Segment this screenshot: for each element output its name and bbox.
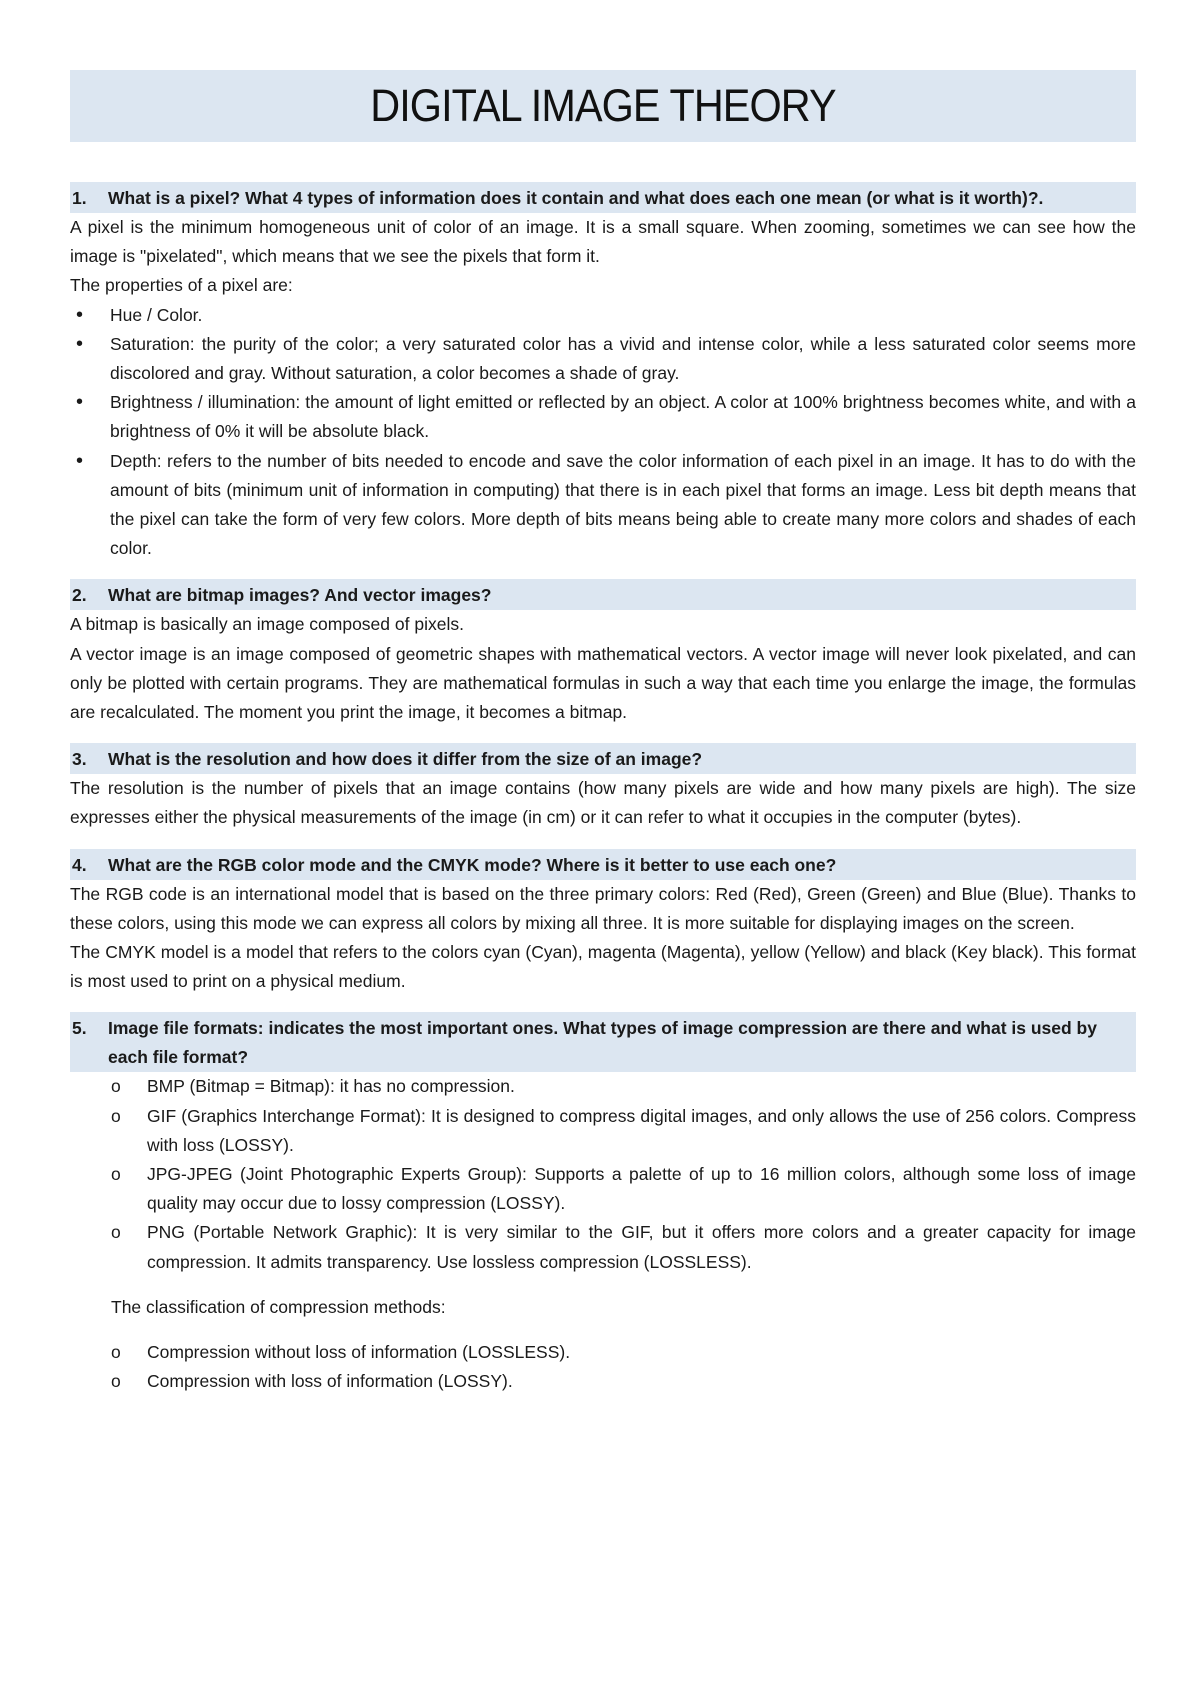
list-item <box>70 388 1136 446</box>
list-item <box>70 1367 1136 1396</box>
list-item-text: Depth: refers to the number of bits needed to encode and save the color information of each pixel in an image. It has to do with the amount of bits (minimum unit of information in computing) that there is in each pixel that forms an image. Less bit depth means that the pixel can take the form of very few colors. More depth of bits means being able to create many more colors and shades of each color. <box>110 450 1136 559</box>
pixel-properties-list <box>70 301 1136 564</box>
file-formats-list <box>70 1072 1136 1276</box>
circle-bullet-icon: o <box>111 1371 121 1392</box>
list-item-text: Hue / Color. <box>110 304 203 325</box>
list-item <box>70 1218 1136 1276</box>
question-2-heading <box>70 579 1136 610</box>
list-item-text: JPG-JPEG (Joint Photographic Experts Group): Supports a palette of up to 16 million colors, although some loss of image quality may occur due to lossy compression (LOSSY). <box>147 1164 1136 1214</box>
circle-bullet-icon: o <box>111 1164 121 1185</box>
document-page <box>70 70 1136 1397</box>
question-number: 2. <box>72 585 87 606</box>
list-item <box>70 1102 1136 1160</box>
list-item-text: GIF (Graphics Interchange Format): It is designed to compress digital images, and only allows the use of 256 colors. Compress with loss (LOSSY). <box>147 1105 1136 1155</box>
list-item <box>70 1072 1136 1101</box>
question-3-heading <box>70 743 1136 774</box>
list-item-text: Compression without loss of information (LOSSLESS). <box>147 1342 571 1363</box>
bullet-icon: • <box>76 449 84 472</box>
question-4-heading <box>70 849 1136 880</box>
question-number: 1. <box>72 188 87 208</box>
answer-paragraph: The properties of a pixel are: <box>70 275 293 296</box>
circle-bullet-icon: o <box>111 1342 121 1363</box>
list-item-text: Saturation: the purity of the color; a very saturated color has a vivid and intense color, while a less saturated color seems more discolored and gray. Without saturation, a color becomes a shade of gray. <box>110 333 1136 384</box>
circle-bullet-icon: o <box>111 1105 121 1126</box>
list-item <box>70 301 1136 330</box>
title-band <box>70 70 1136 142</box>
list-item <box>70 447 1136 564</box>
compression-methods-list <box>70 1338 1136 1396</box>
answer-paragraph: The RGB code is an international model that is based on the three primary colors: Red (Red), Green (Green) and Blue (Blue). Thanks to these colors, using this mode we can express all colors by mixing all three. It is more suitable for displaying images on the screen. <box>70 883 1136 933</box>
list-item <box>70 1338 1136 1367</box>
question-number: 3. <box>72 749 87 770</box>
question-5-heading <box>70 1012 1136 1072</box>
list-item <box>70 1160 1136 1218</box>
bullet-icon: • <box>76 391 84 414</box>
question-text: What is a pixel? What 4 types of information does it contain and what does each one mean (or what is it worth)?. <box>108 188 1044 208</box>
list-item-text: PNG (Portable Network Graphic): It is very similar to the GIF, but it offers more colors and a greater capacity for image compression. It admits transparency. Use lossless compression (LOSSLESS). <box>147 1222 1136 1272</box>
circle-bullet-icon: o <box>111 1076 121 1097</box>
answer-paragraph: A vector image is an image composed of geometric shapes with mathematical vectors. A vector image will never look pixelated, and can only be plotted with certain programs. They are mathematical formulas in such a way that each time you enlarge the image, the formulas are recalculated. The moment you print the image, it becomes a bitmap. <box>70 643 1136 723</box>
answer-paragraph: A pixel is the minimum homogeneous unit of color of an image. It is a small square. When zooming, sometimes we can see how the image is "pixelated", which means that we see the pixels that form it. <box>70 217 1136 267</box>
list-item <box>70 330 1136 388</box>
question-text: What is the resolution and how does it differ from the size of an image? <box>108 749 703 770</box>
list-item-text: BMP (Bitmap = Bitmap): it has no compression. <box>147 1076 515 1097</box>
document-title: DIGITAL IMAGE THEORY <box>370 80 836 131</box>
question-text: Image file formats: indicates the most important ones. What types of image compression are there and what is used by each file format? <box>108 1018 1097 1068</box>
question-text: What are bitmap images? And vector images? <box>108 585 492 606</box>
answer-paragraph: The resolution is the number of pixels that an image contains (how many pixels are wide and how many pixels are high). The size expresses either the physical measurements of the image (in cm) or it can refer to what it occupies in the computer (bytes). <box>70 778 1136 828</box>
answer-paragraph: The CMYK model is a model that refers to the colors cyan (Cyan), magenta (Magenta), yellow (Yellow) and black (Key black). This format is most used to print on a physical medium. <box>70 942 1136 992</box>
list-item-text: Brightness / illumination: the amount of light emitted or reflected by an object. A color at 100% brightness becomes white, and with a brightness of 0% it will be absolute black. <box>110 392 1136 442</box>
question-text: What are the RGB color mode and the CMYK mode? Where is it better to use each one? <box>108 854 837 875</box>
answer-paragraph: A bitmap is basically an image composed of pixels. <box>70 614 464 635</box>
question-number: 5. <box>72 1018 87 1039</box>
list-item-text: Compression with loss of information (LOSSY). <box>147 1371 513 1392</box>
question-1-heading <box>70 182 1136 213</box>
classification-intro: The classification of compression methods: <box>111 1296 446 1317</box>
circle-bullet-icon: o <box>111 1222 121 1243</box>
bullet-icon: • <box>76 332 84 355</box>
question-number: 4. <box>72 854 87 875</box>
bullet-icon: • <box>76 303 84 326</box>
